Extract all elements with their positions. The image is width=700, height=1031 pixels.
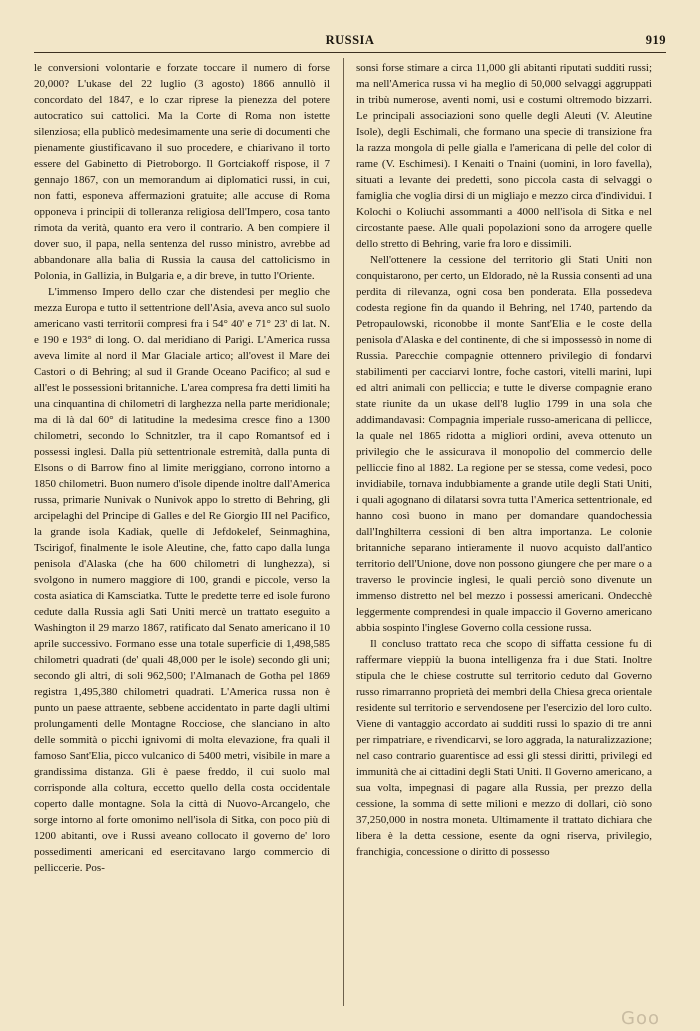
- column-divider: [343, 58, 344, 1006]
- running-header: [34, 33, 666, 51]
- watermark: Goo: [621, 1008, 660, 1029]
- page-number: 919: [645, 33, 666, 47]
- header-rule: [34, 52, 666, 53]
- left-column: [34, 60, 330, 1010]
- paragraph: Nell'ottenere la cessione del territorio gli Stati Uniti non conquistarono, per certo, un Eldorado, nè la Russia consentì ad una perdita di rilevanza, ogni cosa ben ponderata. Ella possedeva codesta regione fin da quando il Behring, nel 1740, partendo da Petropaulowski, riconobbe il monte Sant'Elia e le coste della penisola d'Alaska e del continente, di che si impossessò in nome di Russia. Parecchie compagnie ottennero privilegio di fondarvi stabilimenti per cacciarvi lontre, foche castori, vitelli marini, lupi ed altri animali con pelliccia; e tutte le diverse compagnie erano state riunite da un ukase dell'8 luglio 1799 in una sola che addimandavasi: Compagnia imperiale russo-americana di pellicce, la quale nel 1865 ridotta a migliori ordini, aveva ottenuto un privilegio che le assicurava il monopolio del commercio delle pelliccie fino al 1882. La regione per se stessa, come vedesi, poco invidiabile, tornava indubbiamente a grande utile degli Stati Uniti, i quali agognano di dilatarsi sovra tutta l'America settentrionale, ed hanno così buono in mano per domandare quandochessia dall'Inghilterra cessioni di ben altra importanza. Le colonie britanniche separano intieramente il nuovo acquisto dall'antico territorio dell'Unione, dove non possono giungere che per mare o a traverso le provincie inglesi, le quali perciò sono divenute un immenso distretto nel bel mezzo i possessi americani. Ondecchè leggermente comprendesi in quale impaccio il Governo americano abbia sospinto l'inglese Governo colla cessione russa.: [356, 254, 652, 634]
- paragraph: sonsi forse stimare a circa 11,000 gli abitanti riputati sudditi russi; ma nell'America russa vi ha meglio di 50,000 selvaggi aggruppati in tribù numerose, aventi nomi, usi e costumi oltremodo bizzarri. Le principali associazioni sono quelle degli Aleuti (V. Aleutine Isole), degli Eschimali, che formano una specie di transizione fra la razza mongola di pelle gialla e l'americana di pelle del color di rame (V. Eschimesi). I Kenaiti o Tnaini (uomini, in loro favella), situati a levante dei predetti, sono piccola casta di selvaggi o famiglia che voglia dirsi di un migliajo e mezzo circa d'individui. I Kolochi o Koliuchi assommanti a 4000 nell'isola di Sitka e nel circostante paese. Alle quali popolazioni sono da arrogere quelle dello stretto di Behring, varie fra loro e dissimili.: [356, 62, 652, 250]
- header-title: RUSSIA: [325, 33, 375, 47]
- paragraph: L'immenso Impero dello czar che distendesi per meglio che mezza Europa e tutto il settentrione dell'Asia, aveva anco sul suolo americano vasti territorii compresi fra i 54° 40' e 71° 23' di lat. N. e 190 e 193° di long. O. dal meridiano di Parigi. L'America russa aveva limite al nord il Mar Glaciale artico; all'ovest il Mare dei Castori o di Behring; al sud il Grande Oceano Pacifico; al sud e all'est le possessioni britanniche. L'area compresa fra detti limiti ha una cinquantina di chilometri di larghezza nella parte meridionale; ma di là dal 60° di latitudine la medesima cresce fino a 1300 chilometri, secondo lo Schnitzler, tra il capo Romantsof ed i possessi inglesi. Dalla più settentrionale estremità, dalla punta di Elsons o di Barrow fino al limite meriggiano, corrono intorno a 1850 chilometri. Buon numero d'isole dipende inoltre dall'America russa, primarie Nunivak o Nunivok appo lo stretto di Behring, gli arcipelaghi del Principe di Galles e del Re Giorgio III nel Pacifico, la grande isola Kadiak, quelle di Jefdokelef, Seinmaghina, Tscirigof, finalmente le isole Aleutine, che, fatto capo dalla lunga penisola d'Alaska (che ha 600 chilometri di lunghezza), si svolgono in numero maggiore di 100, grandi e piccole, verso la costa asiatica di Kamsciatka. Tutte le predette terre ed isole furono cedute dalla Russia agli Sati Uniti mercè un trattato eseguito a Washington il 29 marzo 1867, ratificato dal Senato americano il 10 aprile successivo. Formano esse una totale superficie di 1,498,585 chilometri quadrati (de' quali 48,000 per le isole) secondo gli uni; secondo gli altri, di soli 962,500; l'Almanach de Gotha pel 1869 registra 1,495,380 chilometri quadrati. L'America russa non è punto un paese attraente, sebbene accidentato in parte dagli ultimi prolungamenti delle Montagne Rocciose, che slanciano in alto delle sommità o picchi ignivomi di molta elevazione, fra quali il famoso Sant'Elia, picco vulcanico di 5400 metri, visibile in mare a grandissima distanza. Gli è paese freddo, il cui suolo mal corrisponde alla coltura, eccetto quello della costa occidentale coperto dalle montagne. Sola la città di Nuovo-Arcangelo, che sorge intorno al forte omonimo nell'isola di Sitka, con poco più di 1200 abitanti, ove i Russi aveano collocato il governo de' loro possedimenti americani ed esercitavano largo commercio di pelliccerie. Pos-: [34, 286, 330, 874]
- paragraph: le conversioni volontarie e forzate toccare il numero di forse 20,000? L'ukase del 22 luglio (3 agosto) 1866 annullò il concordato del 1847, e lo czar riprese la pienezza del potere autocratico sui cattolici. Ma la Corte di Roma non istette silenziosa; ella publicò medesimamente una serie di documenti che pienamente giustificavano il suo procedere, e chiarivano il torto essere del Gabinetto di Pietroborgo. Il Gortciakoff rispose, il 7 gennajo 1867, con un memorandum ai diplomatici russi, in cui, non fatti, esponeva affermazioni gratuite; alle accuse di Roma opponeva i principii di tolleranza religiosa dell'Impero, cosa tanto rimota da verità, quanto era vero il contrario. A ben compiere il dover suo, il papa, nella sentenza del russo ministro, avrebbe ad abbandonare alla balìa di Russia la causa del cattolicismo in Polonia, in Gallizia, in Bulgaria e, a dir breve, in tutto l'Oriente.: [34, 62, 330, 282]
- paragraph: Il concluso trattato reca che scopo di siffatta cessione fu di raffermare vieppiù la buona intelligenza fra i due Stati. Inoltre stipula che le chiese costrutte sul territorio ceduto dal Governo russo rimarranno proprietà dei membri della Chiesa greca orientale residente sul territorio e servendosene per l'esercizio del loro culto. Viene di vantaggio accordato ai sudditi russi lo spazio di tre anni per rimpatriare, e rivendicarvi, se loro aggrada, la naturalizzazione; nel caso contrario guarentisce ad essi gli stessi diritti, privilegi ed immunità che ai cittadini degli Stati Uniti. Il Governo americano, a sua volta, impegnasi di pagare alla Russia, per prezzo della cessione, la somma di sette milioni e mezzo di dollari, ciò sono 37,250,000 in nostra moneta. Ultimamente il trattato dichiara che libera è la detta cessione, esente da ogni riserva, privilegio, franchigia, concessione o diritto di possesso: [356, 638, 652, 858]
- right-column: [356, 60, 652, 1010]
